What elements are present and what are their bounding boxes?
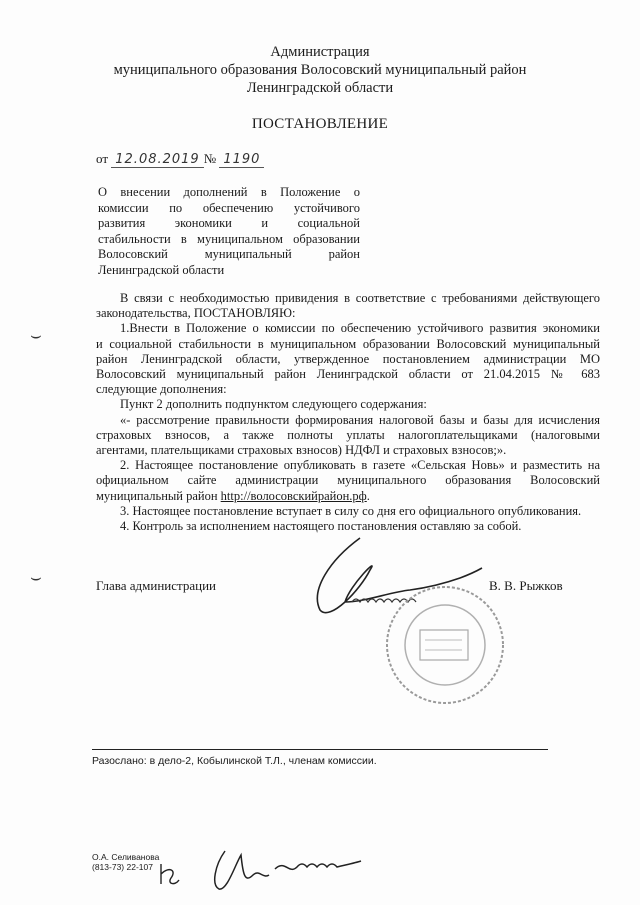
item-2 (96, 458, 600, 504)
distribution-list: Разослано: в дело-2, Кобылинской Т.Л., членам комиссии. (92, 755, 377, 767)
subject-line: развития экономики и социальной (98, 216, 360, 230)
item-1 (96, 321, 600, 397)
subject-line: Волосовский муниципальный район (98, 247, 360, 261)
date-value: 12.08.2019 (111, 152, 203, 168)
signatory-name: В. В. Рыжков (489, 578, 563, 593)
body-line: В связи с необходимостью привидения в соответствие с требованиями действующего (120, 291, 600, 305)
header-municipality: муниципального образования Волосовский муниципальный район (113, 62, 527, 78)
document-date (96, 151, 264, 167)
document-subject (98, 185, 360, 278)
body-line: следующие дополнения: (96, 382, 227, 397)
subject-line: Ленинградской области (98, 262, 225, 277)
body-line: агентами, плательщиками страховых взносов) НДФЛ и страховых взносов;». (96, 443, 507, 458)
subject-line: комиссии по обеспечению устойчивого (98, 200, 360, 215)
document-title: ПОСТАНОВЛЕНИЕ (251, 116, 389, 132)
date-prefix: от (96, 151, 109, 166)
body-line (96, 489, 600, 504)
official-stamp (380, 580, 510, 710)
body-line: «- рассмотрение правильности формирования налоговой базы и базы для исчисления (120, 412, 600, 427)
document-number: 1190 (219, 152, 264, 168)
body-line: страховых взносов, а также полноты уплаты налогоплательщиками (налоговыми (96, 427, 600, 442)
body-line: 2. Настоящее постановление опубликовать в газете «Сельская Новь» и разместить на (120, 458, 600, 473)
website-link[interactable]: http://волосовскийрайон.рф (220, 488, 367, 503)
handwritten-signature (205, 845, 365, 895)
body-text: муниципальный район (96, 488, 221, 503)
subject-line: стабильности в муниципальном образовании (98, 231, 360, 246)
item-3: 3. Настоящее постановление вступает в силу со дня его официального опубликования. (120, 503, 582, 518)
body-line: Волосовский муниципальный район Ленинградской области от 21.04.2015 № 683 (96, 367, 600, 382)
footer-divider (92, 749, 548, 750)
subject-line: О внесении дополнений в Положение о (98, 185, 360, 199)
executor-name: О.А. Селиванова (92, 852, 160, 862)
item-1-subpoint: Пункт 2 дополнить подпунктом следующего содержания: (120, 397, 427, 412)
number-sign: № (203, 151, 217, 166)
signature-label: Глава администрации (96, 578, 217, 593)
body-line: официальном сайте администрации муниципального образования Волосовский (96, 473, 600, 488)
preamble (96, 291, 600, 321)
margin-mark: ⌣ (30, 567, 42, 587)
body-line: 1.Внести в Положение о комиссии по обеспечению устойчивого развития экономики (120, 321, 600, 336)
header-organization: Администрация (270, 44, 370, 60)
executor-info (92, 852, 159, 872)
margin-mark: ⌣ (30, 325, 42, 345)
header-region: Ленинградской области (246, 80, 394, 96)
body-line: и социальной стабильности в муниципальном образовании Волосовский муниципальный (96, 336, 600, 351)
body-line: законодательства, ПОСТАНОВЛЯЮ: (96, 306, 296, 321)
body-line: район Ленинградской области, утвержденное постановлением администрации МО (96, 351, 600, 366)
document-body (96, 291, 600, 534)
initials-mark (155, 860, 185, 890)
item-1-quote (96, 413, 600, 459)
executor-phone: (813-73) 22-107 (92, 862, 153, 872)
body-text: . (366, 488, 370, 503)
item-4: 4. Контроль за исполнением настоящего постановления оставляю за собой. (120, 519, 522, 534)
